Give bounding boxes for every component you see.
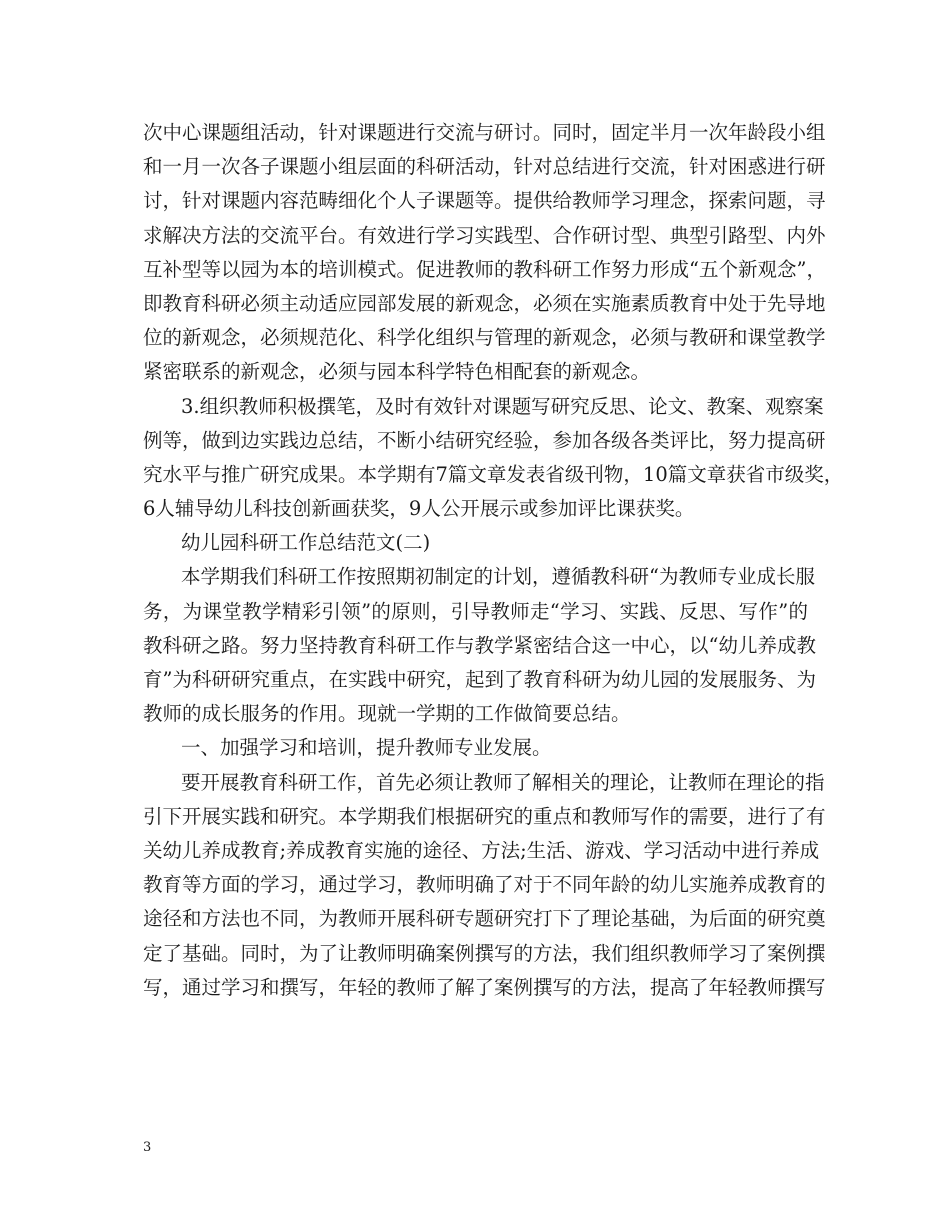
text-line: 写，通过学习和撰写，年轻的教师了解了案例撰写的方法，提高了年轻教师撰写	[143, 975, 826, 999]
text-line: 教育等方面的学习，通过学习，教师明确了对于不同年龄的幼儿实施养成教育的	[143, 873, 826, 897]
document-body	[143, 116, 844, 1005]
text-line: 互补型等以园为本的培训模式。促进教师的教科研工作努力形成“五个新观念”，	[143, 257, 826, 281]
text-line: 教师的成长服务的作用。现就一学期的工作做简要总结。	[143, 702, 631, 726]
text-line: 要开展教育科研工作，首先必须让教师了解相关的理论，让教师在理论的指	[181, 770, 825, 794]
text-line: 和一月一次各子课题小组层面的科研活动，针对总结进行交流，针对困惑进行研	[143, 155, 826, 179]
text-line: 求解决方法的交流平台。有效进行学习实践型、合作研讨型、典型引路型、内外	[143, 223, 826, 247]
text-line: 定了基础。同时，为了让教师明确案例撰写的方法，我们组织教师学习了案例撰	[143, 941, 826, 965]
text-line: 例等，做到边实践边总结，不断小结研究经验，参加各级各类评比，努力提高研	[143, 428, 826, 452]
text-line: 教科研之路。努力坚持教育科研工作与教学紧密结合这一中心，以“幼儿养成教	[143, 633, 816, 657]
text-line: 究水平与推广研究成果。本学期有7篇文章发表省级刊物，10篇文章获省市级奖，	[143, 462, 844, 486]
text-line: 务，为课堂教学精彩引领”的原则，引导教师走“学习、实践、反思、写作”的	[143, 599, 808, 623]
text-line: 育”为科研研究重点，在实践中研究，起到了教育科研为幼儿园的发展服务、为	[143, 668, 816, 691]
text-line: 途径和方法也不同，为教师开展科研专题研究打下了理论基础，为后面的研究奠	[143, 907, 826, 931]
page-number: 3	[143, 1140, 152, 1155]
text-line: 次中心课题组活动，针对课题进行交流与研讨。同时，固定半月一次年龄段小组	[143, 121, 826, 144]
text-line: 即教育科研必须主动适应园部发展的新观念，必须在实施素质教育中处于先导地	[143, 291, 826, 315]
section-heading: 幼儿园科研工作总结范文(二)	[181, 531, 431, 555]
text-line: 位的新观念，必须规范化、科学化组织与管理的新观念，必须与教研和课堂教学	[143, 326, 826, 350]
text-line: 关幼儿养成教育;养成教育实施的途径、方法;生活、游戏、学习活动中进行养成	[143, 838, 820, 862]
text-line: 3.组织教师积极撰笔，及时有效针对课题写研究反思、论文、教案、观察案	[181, 394, 824, 418]
text-line: 6人辅导幼儿科技创新画获奖，9人公开展示或参加评比课获奖。	[143, 497, 695, 521]
text-line: 讨，针对课题内容范畴细化个人子课题等。提供给教师学习理念，探索问题，寻	[143, 189, 826, 213]
text-line: 本学期我们科研工作按照期初制定的计划，遵循教科研“为教师专业成长服	[181, 565, 815, 589]
subsection-heading: 一、加强学习和培训，提升教师专业发展。	[181, 736, 552, 760]
text-line: 引下开展实践和研究。本学期我们根据研究的重点和教师写作的需要，进行了有	[143, 804, 826, 828]
text-line: 紧密联系的新观念，必须与园本科学特色相配套的新观念。	[143, 360, 651, 384]
